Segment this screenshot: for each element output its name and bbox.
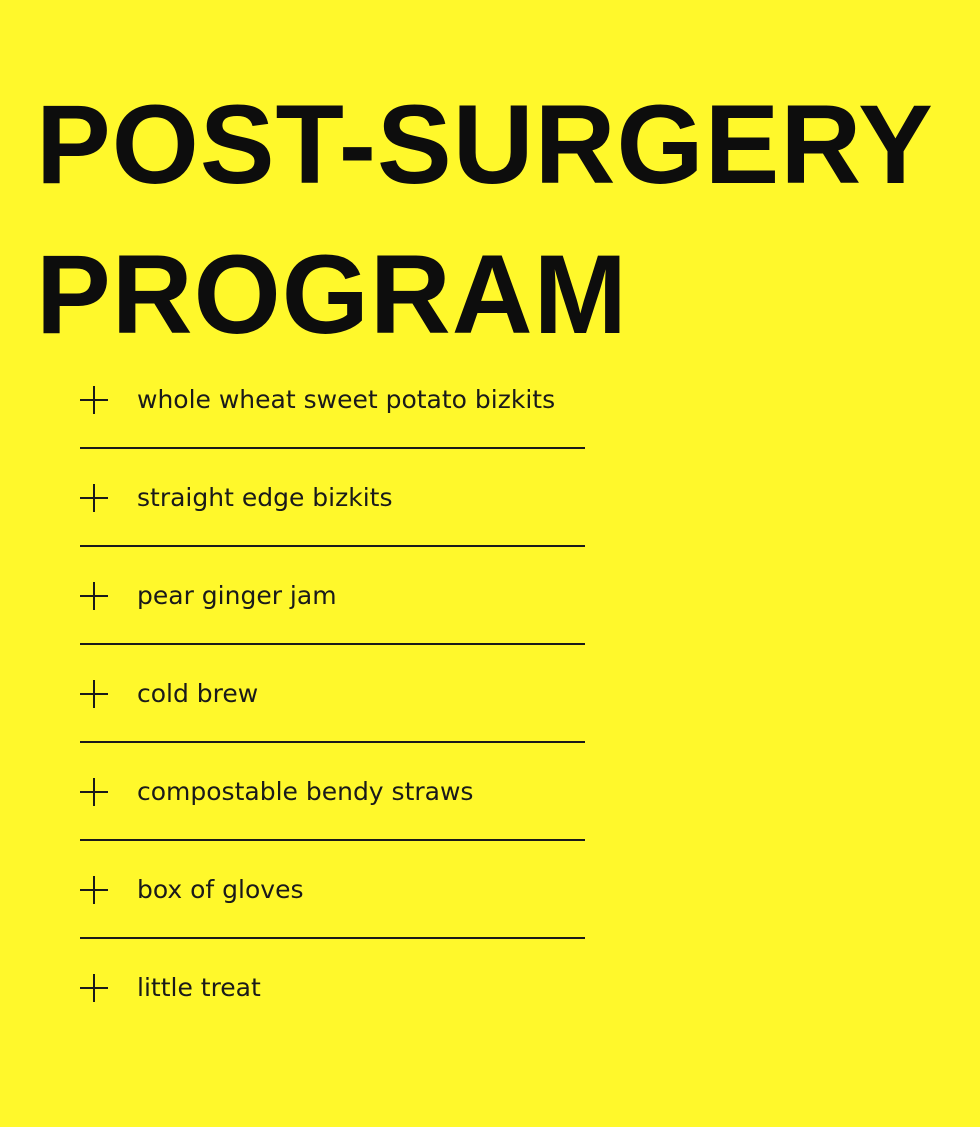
plus-icon[interactable] <box>80 778 108 806</box>
plus-icon[interactable] <box>80 876 108 904</box>
checklist-item-4[interactable] <box>80 654 585 752</box>
checklist-item-label: compostable bendy straws <box>137 777 474 806</box>
divider <box>80 643 585 645</box>
checklist <box>80 360 585 1046</box>
checklist-item-6[interactable] <box>80 850 585 948</box>
checklist-item-7[interactable] <box>80 948 585 1046</box>
divider <box>80 447 585 449</box>
checklist-item-label: box of gloves <box>137 875 304 904</box>
checklist-item-label: pear ginger jam <box>137 581 337 610</box>
checklist-item-label: little treat <box>137 973 261 1002</box>
checklist-item-label: cold brew <box>137 679 259 708</box>
divider <box>80 741 585 743</box>
divider <box>80 545 585 547</box>
plus-icon[interactable] <box>80 582 108 610</box>
page-title-line-2: PROGRAM <box>36 232 628 357</box>
checklist-item-2[interactable] <box>80 458 585 556</box>
plus-icon[interactable] <box>80 484 108 512</box>
plus-icon[interactable] <box>80 386 108 414</box>
plus-icon[interactable] <box>80 974 108 1002</box>
divider <box>80 839 585 841</box>
checklist-item-1[interactable] <box>80 360 585 458</box>
checklist-item-5[interactable] <box>80 752 585 850</box>
plus-icon[interactable] <box>80 680 108 708</box>
divider <box>80 937 585 939</box>
checklist-item-label: straight edge bizkits <box>137 483 393 512</box>
page-title <box>36 70 934 370</box>
page-title-line-1: POST-SURGERY <box>36 82 934 207</box>
checklist-item-label: whole wheat sweet potato bizkits <box>137 385 556 414</box>
checklist-item-3[interactable] <box>80 556 585 654</box>
